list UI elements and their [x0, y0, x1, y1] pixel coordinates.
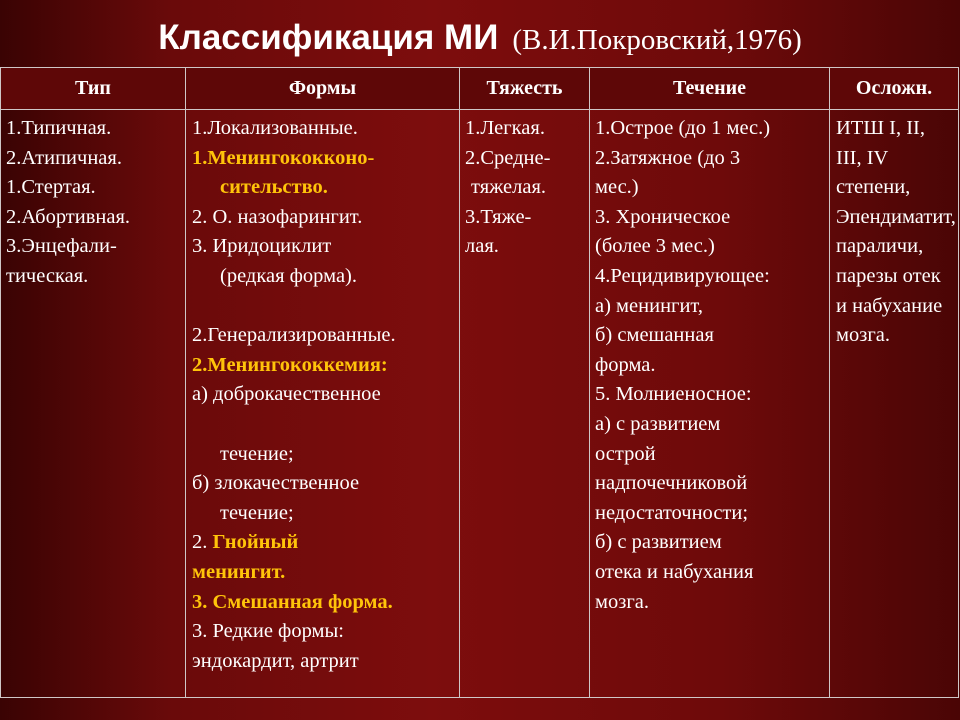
course-line: 2.Затяжное (до 3: [595, 146, 741, 169]
forms-cell: [186, 110, 460, 698]
course-line: б) с развитием: [595, 531, 722, 554]
forms-line: (редкая форма).: [220, 264, 357, 287]
forms-line-highlight: 1.Менингококконо-: [192, 146, 375, 169]
header-forms: Формы: [186, 68, 460, 110]
course-line: острой: [595, 442, 656, 465]
table-header-row: [1, 68, 959, 110]
complications-cell: [830, 110, 959, 698]
forms-line-highlight: 2.Менингококкемия:: [192, 353, 388, 376]
course-line: а) с развитием: [595, 412, 721, 435]
forms-spacer: [192, 292, 455, 322]
severity-line: лая.: [465, 235, 499, 258]
course-line: 5. Молниеносное:: [595, 383, 752, 406]
forms-line: 3. Иридоциклит: [192, 235, 332, 258]
severity-line: 1.Легкая.: [465, 117, 545, 139]
forms-line: а) доброкачественное: [192, 383, 381, 406]
course-line: 1.Острое (до 1 мес.): [595, 117, 771, 139]
forms-line: б) злокачественное: [192, 472, 360, 495]
forms-spacer: [192, 410, 455, 440]
forms-line: течение;: [220, 501, 294, 524]
course-line: а) менингит,: [595, 294, 703, 317]
forms-line-highlight: Гнойный: [212, 531, 299, 554]
course-line: мозга.: [595, 590, 649, 613]
course-line: б) смешанная: [595, 324, 714, 347]
course-line: 3. Хроническое: [595, 205, 731, 228]
forms-line: 2.Генерализированные.: [192, 324, 396, 347]
forms-line: 2. О. назофарингит.: [192, 205, 363, 228]
severity-cell: [460, 110, 590, 698]
course-line: отека и набухания: [595, 560, 754, 583]
type-line: 1.Типичная.: [6, 117, 112, 139]
course-cell: [590, 110, 830, 698]
header-complications: Осложн.: [830, 68, 959, 110]
course-line: недостаточности;: [595, 501, 749, 524]
table-body-row: [1, 110, 959, 698]
course-line: 4.Рецидивирующее:: [595, 264, 770, 287]
type-line: 2.Абортивная.: [6, 205, 131, 228]
header-severity: Тяжесть: [460, 68, 590, 110]
course-line: надпочечниковой: [595, 472, 748, 495]
forms-line-highlight: сительство.: [220, 176, 328, 199]
severity-line: тяжелая.: [471, 176, 546, 199]
forms-line-mixed: [192, 528, 455, 558]
forms-line-highlight: менингит.: [192, 560, 286, 583]
title-author-year: (В.И.Покровский,1976): [512, 24, 802, 56]
forms-line: 1.Локализованные.: [192, 117, 358, 139]
course-line: форма.: [595, 353, 656, 376]
course-line: мес.): [595, 176, 639, 199]
forms-line-number: 2.: [192, 531, 213, 554]
type-line: 2.Атипичная.: [6, 146, 122, 169]
title-main: Классификация МИ: [158, 18, 499, 57]
complications-text: ИТШ I, II, III, IV степени, Эпендиматит, параличи, парезы отек и набухание мозга.: [836, 117, 956, 347]
header-type: Тип: [1, 68, 186, 110]
forms-line: 3. Редкие формы:: [192, 620, 344, 643]
classification-table: [0, 67, 959, 698]
course-line: (более 3 мес.): [595, 235, 715, 258]
slide-title: [0, 18, 960, 68]
type-line: 1.Стертая.: [6, 176, 96, 199]
type-line: тическая.: [6, 264, 89, 287]
forms-line-highlight: 3. Смешанная форма.: [192, 590, 393, 613]
header-course: Течение: [590, 68, 830, 110]
severity-line: 3.Тяже-: [465, 205, 532, 228]
forms-line: эндокардит, артрит: [192, 649, 359, 672]
type-cell: [1, 110, 186, 698]
severity-line: 2.Средне-: [465, 146, 551, 169]
type-line: 3.Энцефали-: [6, 235, 117, 258]
forms-line: течение;: [220, 442, 294, 465]
